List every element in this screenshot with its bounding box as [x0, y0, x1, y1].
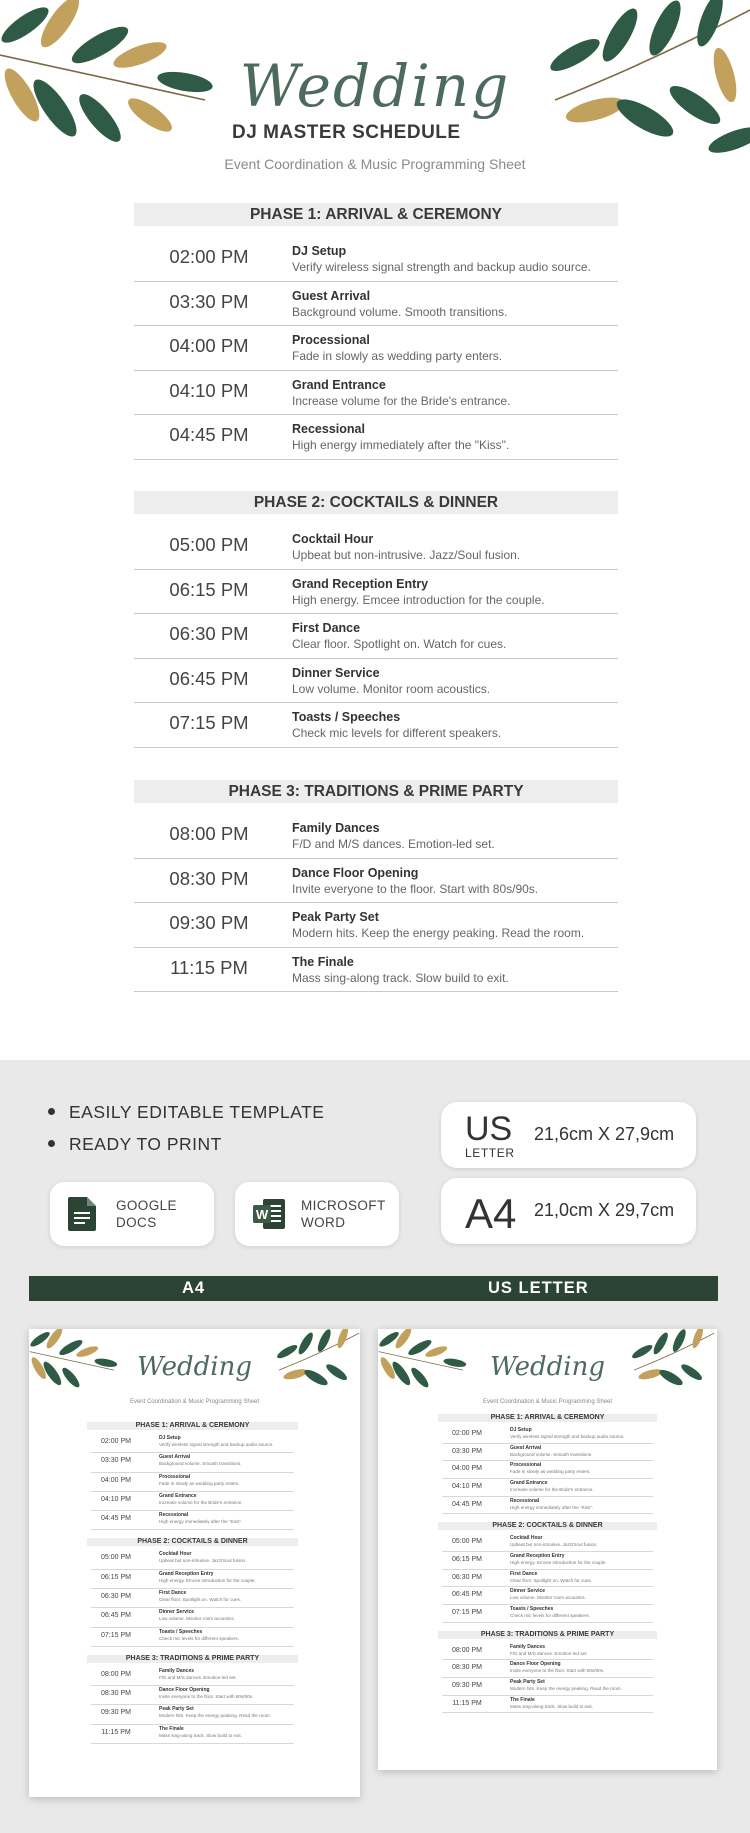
row-activity: Grand Reception Entry	[292, 576, 429, 591]
mini-schedule-row	[91, 1550, 294, 1569]
row-time: 08:30 PM	[169, 867, 249, 889]
row-activity: Grand Entrance	[292, 377, 386, 392]
mini-schedule-row	[442, 1696, 653, 1714]
size-code: A4	[465, 1190, 517, 1237]
mini-row-desc: High energy immediately after the "Kiss".	[159, 1519, 243, 1525]
mini-row-desc: F/D and M/S dances. Emotion-led set.	[159, 1674, 237, 1680]
feature-text: READY TO PRINT	[69, 1134, 222, 1154]
mini-row-desc: High energy. Emcee introduction for the couple.	[159, 1577, 256, 1583]
mini-row-desc: Increase volume for the Bride's entrance.	[510, 1487, 594, 1493]
bullet-icon	[48, 1140, 55, 1147]
row-activity: Peak Party Set	[292, 910, 379, 925]
mini-row-time: 04:00 PM	[452, 1465, 482, 1473]
mini-row-name: DJ Setup	[159, 1435, 181, 1441]
app-name-line2: DOCS	[116, 1215, 157, 1230]
row-time: 06:30 PM	[169, 623, 249, 645]
mini-row-name: Dance Floor Opening	[510, 1661, 561, 1668]
row-time: 05:00 PM	[169, 534, 249, 555]
bullet-icon	[48, 1108, 55, 1115]
mini-row-desc: Verify wireless signal strength and backup audio source.	[510, 1434, 625, 1439]
mini-schedule-row	[442, 1426, 653, 1444]
row-activity: DJ Setup	[292, 244, 347, 258]
mini-row-name: Grand Reception Entry	[510, 1553, 565, 1560]
mini-schedule-row	[91, 1667, 294, 1686]
microsoft-word-icon	[253, 1197, 285, 1231]
a4-size-card	[441, 1178, 696, 1244]
row-note: Low volume. Monitor room acoustics.	[292, 681, 491, 696]
row-time: 06:15 PM	[169, 578, 249, 600]
mini-row-time: 07:15 PM	[101, 1631, 131, 1639]
app-name: GOOGLE	[116, 1198, 177, 1213]
row-time: 08:00 PM	[169, 823, 249, 844]
mini-row-time: 08:30 PM	[101, 1690, 131, 1698]
row-time: 04:45 PM	[169, 424, 249, 446]
mini-row-desc: Modern hits. Keep the energy peaking. Read the room.	[510, 1686, 622, 1692]
phase-heading: PHASE 2: COCKTAILS & DINNER	[134, 491, 618, 514]
mini-row-name: Recessional	[159, 1512, 189, 1519]
mini-schedule-row	[91, 1686, 294, 1705]
schedule-row	[134, 703, 618, 748]
mini-row-time: 11:15 PM	[101, 1728, 131, 1736]
mini-schedule-row	[91, 1589, 294, 1608]
svg-text:W: W	[255, 1207, 269, 1222]
mini-row-name: Toasts / Speeches	[159, 1628, 203, 1635]
row-time: 04:00 PM	[169, 335, 249, 357]
mini-row-desc: Fade in slowly as wedding party enters.	[159, 1480, 240, 1486]
mini-phase-heading: PHASE 2: COCKTAILS & DINNER	[87, 1538, 298, 1546]
mini-row-name: Dance Floor Opening	[159, 1687, 210, 1694]
mini-row-time: 04:10 PM	[452, 1483, 482, 1491]
mini-phase-heading: PHASE 3: TRADITIONS & PRIME PARTY	[438, 1631, 657, 1639]
app-name-line2: WORD	[301, 1215, 346, 1230]
a4-label: A4	[182, 1279, 206, 1297]
mini-schedule-row	[91, 1492, 294, 1511]
mini-row-desc: Background volume. Smooth transitions.	[159, 1461, 242, 1467]
mini-schedule-row	[442, 1461, 653, 1479]
mini-row-time: 09:30 PM	[101, 1709, 131, 1717]
mini-row-time: 07:15 PM	[452, 1609, 482, 1617]
mini-phase-heading: PHASE 1: ARRIVAL & CEREMONY	[438, 1414, 657, 1422]
schedule-row	[134, 371, 618, 416]
mini-schedule-row	[91, 1725, 294, 1744]
schedule-row	[134, 614, 618, 659]
size-dimensions: 21,6cm X 27,9cm	[534, 1124, 675, 1144]
mini-row-desc: Clear floor. Spotlight on. Watch for cues.	[159, 1597, 242, 1602]
mini-schedule-row	[442, 1552, 653, 1570]
row-time: 11:15 PM	[170, 956, 248, 978]
wedding-script-title: Wedding	[239, 52, 511, 120]
row-note: F/D and M/S dances. Emotion-led set.	[292, 837, 495, 851]
mini-row-desc: Check mic levels for different speakers.	[159, 1635, 240, 1641]
schedule-row	[134, 326, 618, 371]
row-note: Verify wireless signal strength and backup audio source.	[292, 260, 591, 274]
mini-schedule-row	[442, 1444, 653, 1462]
mini-row-name: Family Dances	[159, 1667, 195, 1674]
row-note: Mass sing-along track. Slow build to exit.	[292, 970, 509, 985]
mini-row-time: 04:45 PM	[452, 1500, 482, 1508]
mini-subtitle: Event Coordination & Music Programming Sheet	[129, 1399, 260, 1405]
row-activity: First Dance	[292, 621, 361, 636]
row-time: 06:45 PM	[169, 667, 249, 689]
feature-list	[48, 1098, 324, 1162]
mini-row-name: Cocktail Hour	[510, 1535, 543, 1542]
mini-row-name: Toasts / Speeches	[510, 1606, 554, 1613]
mini-row-name: First Dance	[159, 1590, 187, 1596]
schedule-row	[134, 570, 618, 615]
feature-item	[48, 1130, 324, 1162]
mini-subtitle: Event Coordination & Music Programming Sheet	[482, 1399, 613, 1405]
mini-script-title: Wedding	[490, 1352, 605, 1382]
mini-row-name: Grand Entrance	[159, 1492, 197, 1499]
mini-row-name: The Finale	[510, 1696, 535, 1703]
mini-row-name: Peak Party Set	[159, 1706, 194, 1713]
phase-heading: PHASE 3: TRADITIONS & PRIME PARTY	[134, 780, 618, 803]
us-letter-page-preview	[378, 1329, 717, 1770]
mini-row-name: Guest Arrival	[510, 1444, 542, 1451]
mini-row-time: 03:30 PM	[452, 1447, 482, 1455]
mini-schedule-row	[442, 1570, 653, 1588]
mini-row-desc: Modern hits. Keep the energy peaking. Read the room.	[159, 1713, 271, 1719]
mini-schedule-row	[442, 1587, 653, 1605]
schedule-row	[134, 525, 618, 570]
mini-schedule-row	[442, 1497, 653, 1515]
mini-row-time: 03:30 PM	[101, 1457, 131, 1465]
phase-3-section	[134, 780, 618, 992]
mini-row-time: 06:30 PM	[101, 1593, 131, 1600]
mini-row-time: 11:15 PM	[452, 1699, 482, 1707]
feature-item	[48, 1098, 324, 1130]
row-time: 07:15 PM	[169, 712, 249, 734]
mini-row-time: 06:15 PM	[101, 1573, 131, 1581]
row-note: Modern hits. Keep the energy peaking. Read the room.	[292, 926, 585, 941]
mini-row-desc: Invite everyone to the floor. Start with 80s/90s.	[159, 1694, 254, 1700]
mini-schedule-row	[442, 1643, 653, 1661]
google-docs-card[interactable]	[50, 1182, 214, 1246]
mini-row-desc: Mass sing-along track. Slow build to exit.	[510, 1703, 593, 1709]
mini-row-name: Processional	[159, 1473, 191, 1480]
row-activity: Recessional	[292, 422, 365, 437]
mini-row-name: Family Dances	[510, 1643, 546, 1650]
schedule-row	[134, 859, 618, 904]
us-letter-label: US LETTER	[488, 1279, 589, 1297]
mini-row-desc: High energy immediately after the "Kiss".	[510, 1504, 594, 1510]
page-subtitle: Event Coordination & Music Programming Sheet	[224, 156, 526, 172]
page-title: DJ MASTER SCHEDULE	[232, 122, 461, 143]
mini-schedule-row	[91, 1608, 294, 1627]
size-code-sub: LETTER	[465, 1146, 515, 1160]
mini-schedule-row	[442, 1678, 653, 1696]
mini-row-name: First Dance	[510, 1570, 538, 1577]
us-letter-size-card	[441, 1102, 696, 1168]
mini-schedule-row	[442, 1534, 653, 1552]
mini-row-name: Processional	[510, 1462, 542, 1469]
row-note: Increase volume for the Bride's entrance.	[292, 393, 511, 408]
mini-row-desc: Invite everyone to the floor. Start with 80s/90s.	[510, 1668, 605, 1674]
mini-row-time: 09:30 PM	[452, 1682, 482, 1690]
row-time: 09:30 PM	[169, 912, 249, 934]
mini-schedule-row	[91, 1453, 294, 1472]
row-activity: The Finale	[292, 954, 354, 969]
mini-row-time: 08:00 PM	[452, 1646, 482, 1654]
mini-row-desc: Low volume. Monitor room acoustics.	[510, 1595, 586, 1601]
row-note: Check mic levels for different speakers.	[292, 726, 502, 741]
a4-page-preview	[29, 1329, 360, 1797]
mini-row-time: 04:00 PM	[101, 1476, 131, 1484]
row-time: 03:30 PM	[169, 290, 249, 312]
phase-heading: PHASE 1: ARRIVAL & CEREMONY	[134, 203, 618, 226]
mini-script-title: Wedding	[137, 1352, 252, 1382]
mini-row-time: 02:00 PM	[101, 1438, 131, 1445]
schedule-row	[134, 659, 618, 704]
schedule-row	[134, 282, 618, 327]
mini-row-name: Grand Entrance	[510, 1480, 548, 1487]
mini-schedule-row	[442, 1605, 653, 1623]
mini-row-time: 05:00 PM	[452, 1538, 482, 1546]
row-activity: Dinner Service	[292, 665, 380, 680]
microsoft-word-card[interactable]	[235, 1182, 399, 1246]
size-code: US	[465, 1110, 513, 1148]
schedule-row	[134, 903, 618, 948]
row-activity: Dance Floor Opening	[292, 865, 419, 880]
mini-row-time: 06:45 PM	[101, 1612, 131, 1620]
mini-row-desc: Verify wireless signal strength and backup audio source.	[159, 1442, 274, 1447]
mini-schedule-row	[91, 1628, 294, 1647]
row-activity: Guest Arrival	[292, 288, 371, 303]
mini-schedule-row	[442, 1479, 653, 1497]
mini-phase-heading: PHASE 1: ARRIVAL & CEREMONY	[87, 1422, 298, 1430]
mini-row-name: The Finale	[159, 1725, 184, 1732]
mini-row-desc: Upbeat but non-intrusive. Jazz/Soul fusion.	[510, 1542, 598, 1548]
mini-row-desc: Low volume. Monitor room acoustics.	[159, 1616, 235, 1622]
format-bar	[29, 1276, 718, 1301]
row-time: 02:00 PM	[169, 246, 249, 267]
mini-schedule-row	[91, 1434, 294, 1453]
mini-row-name: Dinner Service	[510, 1588, 546, 1595]
mini-row-name: Recessional	[510, 1497, 540, 1504]
mini-row-time: 06:30 PM	[452, 1573, 482, 1581]
row-note: Fade in slowly as wedding party enters.	[292, 349, 503, 364]
row-note: High energy immediately after the "Kiss".	[292, 438, 510, 453]
mini-row-desc: Check mic levels for different speakers.	[510, 1613, 591, 1619]
mini-schedule-row	[442, 1660, 653, 1678]
mini-schedule-row	[91, 1473, 294, 1492]
mini-schedule-row	[91, 1511, 294, 1530]
mini-row-desc: F/D and M/S dances. Emotion-led set.	[510, 1650, 588, 1656]
mini-row-time: 06:15 PM	[452, 1556, 482, 1564]
feature-text: EASILY EDITABLE TEMPLATE	[69, 1102, 325, 1122]
phase-2-section	[134, 491, 618, 748]
mini-row-desc: High energy. Emcee introduction for the couple.	[510, 1560, 607, 1566]
google-docs-icon	[68, 1197, 96, 1231]
schedule-row	[134, 237, 618, 282]
mini-row-desc: Fade in slowly as wedding party enters.	[510, 1469, 591, 1475]
mini-row-time: 06:45 PM	[452, 1591, 482, 1599]
mini-phase-heading: PHASE 3: TRADITIONS & PRIME PARTY	[87, 1655, 298, 1663]
mini-row-time: 08:30 PM	[452, 1664, 482, 1672]
mini-row-time: 08:00 PM	[101, 1670, 131, 1678]
schedule-row	[134, 814, 618, 859]
phase-1-section	[134, 203, 618, 460]
row-time: 04:10 PM	[169, 379, 249, 401]
app-name: MICROSOFT	[301, 1198, 386, 1213]
row-activity: Family Dances	[292, 821, 380, 835]
mini-row-time: 02:00 PM	[452, 1430, 482, 1437]
mini-row-desc: Mass sing-along track. Slow build to exit.	[159, 1732, 242, 1738]
mini-schedule-row	[91, 1570, 294, 1589]
mini-row-name: DJ Setup	[510, 1427, 532, 1433]
mini-row-time: 04:45 PM	[101, 1515, 131, 1523]
mini-row-desc: Clear floor. Spotlight on. Watch for cues.	[510, 1577, 593, 1583]
row-activity: Cocktail Hour	[292, 532, 374, 546]
mini-row-desc: Increase volume for the Bride's entrance.	[159, 1499, 243, 1505]
row-note: Invite everyone to the floor. Start with 80s/90s.	[292, 881, 539, 896]
row-note: Clear floor. Spotlight on. Watch for cues.	[292, 637, 507, 652]
schedule-row	[134, 415, 618, 460]
mini-row-time: 04:10 PM	[101, 1495, 131, 1503]
size-dimensions: 21,0cm X 29,7cm	[534, 1200, 675, 1220]
row-note: Upbeat but non-intrusive. Jazz/Soul fusion.	[292, 548, 521, 562]
mini-row-name: Peak Party Set	[510, 1679, 545, 1686]
mini-row-name: Dinner Service	[159, 1609, 195, 1616]
schedule-row	[134, 948, 618, 993]
mini-row-name: Guest Arrival	[159, 1454, 191, 1461]
row-activity: Toasts / Speeches	[292, 710, 401, 725]
row-activity: Processional	[292, 333, 370, 348]
mini-row-time: 05:00 PM	[101, 1554, 131, 1562]
mini-phase-heading: PHASE 2: COCKTAILS & DINNER	[438, 1522, 657, 1530]
mini-row-name: Grand Reception Entry	[159, 1570, 214, 1577]
mini-row-desc: Upbeat but non-intrusive. Jazz/Soul fusion.	[159, 1558, 247, 1564]
row-note: High energy. Emcee introduction for the couple.	[292, 592, 545, 607]
row-note: Background volume. Smooth transitions.	[292, 304, 508, 319]
mini-schedule-row	[91, 1705, 294, 1724]
mini-row-desc: Background volume. Smooth transitions.	[510, 1451, 593, 1457]
mini-row-name: Cocktail Hour	[159, 1551, 192, 1558]
